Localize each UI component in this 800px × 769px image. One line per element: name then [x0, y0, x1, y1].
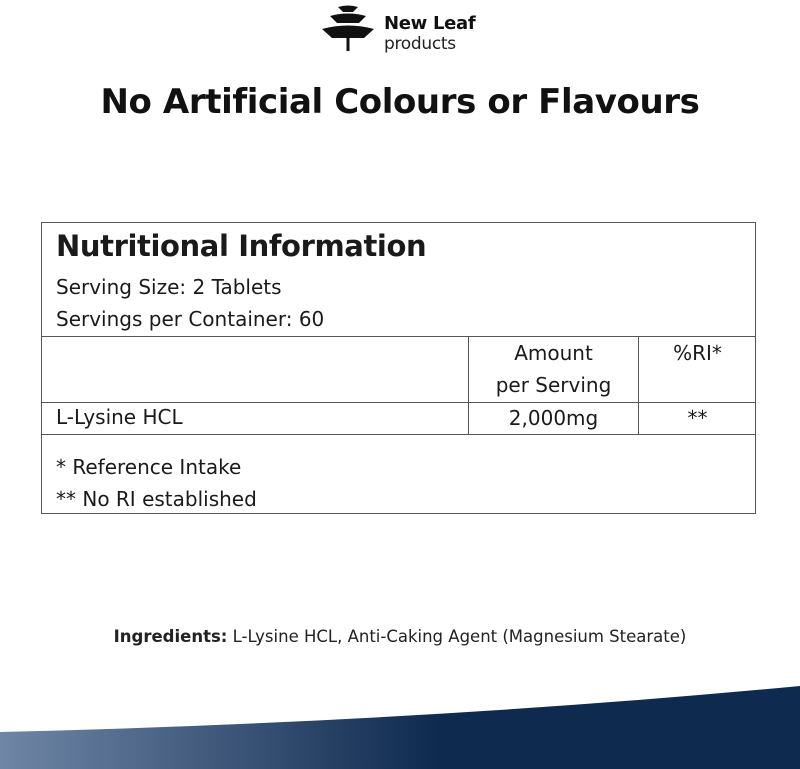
- headline: No Artificial Colours or Flavours: [100, 82, 700, 122]
- amount-header-line1: Amount: [514, 341, 593, 365]
- nutrition-panel: [41, 222, 756, 514]
- amount-header-line2: per Serving: [495, 373, 612, 397]
- tree-icon: [320, 3, 376, 55]
- footnote: * Reference Intake: [56, 455, 242, 479]
- nutrient-ri: **: [687, 406, 708, 430]
- servings-per-container: Servings per Container: 60: [56, 307, 325, 331]
- footnote: ** No RI established: [56, 487, 257, 511]
- nutrient-name: L-Lysine HCL: [56, 405, 183, 429]
- brand-subname: products: [384, 34, 456, 54]
- brand-logo: [320, 3, 490, 59]
- ingredients-label: Ingredients:: [113, 627, 228, 646]
- nutrition-title: Nutritional Information: [56, 229, 427, 263]
- serving-size: Serving Size: 2 Tablets: [56, 275, 282, 299]
- bottom-wave: [0, 680, 800, 769]
- nutrient-amount: 2,000mg: [508, 406, 599, 430]
- ingredients: [0, 627, 800, 646]
- amount-header: [469, 337, 638, 401]
- ingredients-text: L-Lysine HCL, Anti-Caking Agent (Magnesium Stearate): [227, 627, 687, 646]
- ri-header: %RI*: [673, 341, 722, 365]
- divider: [42, 434, 755, 435]
- brand-name: New Leaf: [384, 13, 476, 34]
